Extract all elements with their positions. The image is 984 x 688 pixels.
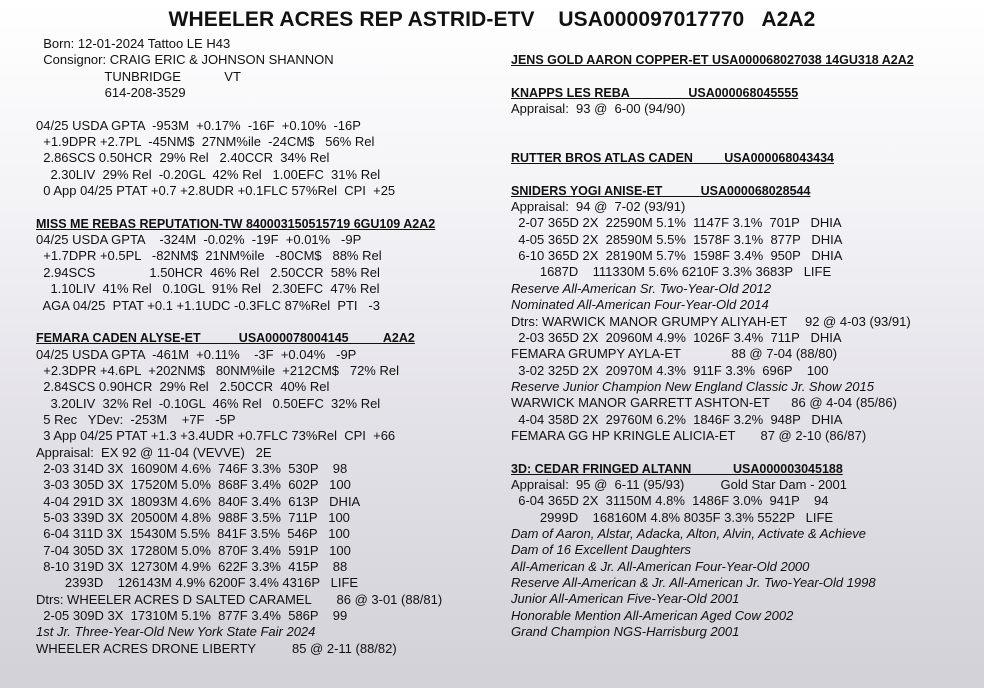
right-spacer xyxy=(511,68,971,84)
left-line: 3-03 305D 3X 17520M 5.0% 868F 3.4% 602P 100 xyxy=(36,477,351,493)
left-line: 04/25 USDA GPTA -953M +0.17% -16F +0.10% -16P xyxy=(36,117,361,133)
right-spacer xyxy=(511,134,971,150)
left-line: 614-208-3529 xyxy=(36,85,186,101)
right-line: 1687D 111330M 5.6% 6210F 3.3% 3683P LIFE xyxy=(511,264,832,280)
right-honor-line: Grand Champion NGS-Harrisburg 2001 xyxy=(511,624,740,640)
left-line: 7-04 305D 3X 17280M 5.0% 870F 3.4% 591P 100 xyxy=(36,542,351,558)
right-column xyxy=(511,52,971,640)
right-line: 2-03 365D 2X 20960M 4.9% 1026F 3.4% 711P DHIA xyxy=(511,329,842,345)
left-line: Dtrs: WHEELER ACRES D SALTED CARAMEL 86 @ 3-01 (88/81) xyxy=(36,591,443,607)
right-pedigree-heading: 3D: CEDAR FRINGED ALTANN USA000003045188 xyxy=(511,461,843,476)
left-line: 0 App 04/25 PTAT +0.7 +2.8UDR +0.1FLC 57%Rel CPI +25 xyxy=(36,183,396,199)
right-line: Appraisal: 93 @ 6-00 (94/90) xyxy=(511,101,686,117)
left-line: 04/25 USDA GPTA -461M +0.11% -3F +0.04% -9P xyxy=(36,346,357,362)
left-line: 1.10LIV 41% Rel 0.10GL 91% Rel 2.30EFC 47% Rel xyxy=(36,281,380,297)
left-column xyxy=(36,36,501,657)
right-spacer xyxy=(511,166,971,182)
left-line: 2.94SCS 1.50HCR 46% Rel 2.50CCR 58% Rel xyxy=(36,264,380,280)
left-line: +1.7DPR +0.5PL -82NM$ 21NM%ile -80CM$ 88% Rel xyxy=(36,248,382,264)
right-line: 4-04 358D 2X 29760M 6.2% 1846F 3.2% 948P DHIA xyxy=(511,411,843,427)
left-line: Consignor: CRAIG ERIC & JOHNSON SHANNON xyxy=(36,52,334,68)
left-line: AGA 04/25 PTAT +0.1 +1.1UDC -0.3FLC 87%Rel PTI -3 xyxy=(36,297,380,313)
right-line: FEMARA GRUMPY AYLA-ET 88 @ 7-04 (88/80) xyxy=(511,346,838,362)
right-line: 2-07 365D 2X 22590M 5.1% 1147F 3.1% 701P DHIA xyxy=(511,215,842,231)
right-honor-line: All-American & Jr. All-American Four-Year-Old 2000 xyxy=(511,558,810,574)
right-pedigree-heading: SNIDERS YOGI ANISE-ET USA000068028544 xyxy=(511,183,811,198)
right-line: WARWICK MANOR GARRETT ASHTON-ET 86 @ 4-04 (85/86) xyxy=(511,395,897,411)
right-honor-line: Reserve All-American Sr. Two-Year-Old 2012 xyxy=(511,280,772,296)
left-line: 2.86SCS 0.50HCR 29% Rel 2.40CCR 34% Rel xyxy=(36,150,330,166)
right-line: 6-04 365D 2X 31150M 4.8% 1486F 3.0% 941P 94 xyxy=(511,493,829,509)
left-line: 2.84SCS 0.90HCR 29% Rel 2.50CCR 40% Rel xyxy=(36,379,330,395)
left-line: +2.3DPR +4.6PL +202NM$ 80NM%ile +212CM$ 72% Rel xyxy=(36,362,399,378)
left-line: WHEELER ACRES DRONE LIBERTY 85 @ 2-11 (88/82) xyxy=(36,640,397,656)
left-line: 2393D 126143M 4.9% 6200F 3.4% 4316P LIFE xyxy=(36,575,359,591)
left-line: 5 Rec YDev: -253M +7F -5P xyxy=(36,411,236,427)
right-honor-line: Dam of Aaron, Alstar, Adacka, Alton, Alvin, Activate & Achieve xyxy=(511,525,867,541)
right-spacer xyxy=(511,117,971,133)
right-pedigree-heading: KNAPPS LES REBA USA000068045555 xyxy=(511,85,799,100)
right-line: 6-10 365D 2X 28190M 5.7% 1598F 3.4% 950P DHIA xyxy=(511,248,843,264)
left-line: 3.20LIV 32% Rel -0.10GL 46% Rel 0.50EFC 32% Rel xyxy=(36,395,381,411)
left-line: 3 App 04/25 PTAT +1.3 +3.4UDR +0.7FLC 73%Rel CPI +66 xyxy=(36,428,396,444)
right-honor-line: Junior All-American Five-Year-Old 2001 xyxy=(511,591,740,607)
right-spacer xyxy=(511,444,971,460)
right-line: 4-05 365D 2X 28590M 5.5% 1578F 3.1% 877P DHIA xyxy=(511,231,843,247)
right-honor-line: Honorable Mention All-American Aged Cow 2002 xyxy=(511,607,794,623)
left-pedigree-heading: FEMARA CADEN ALYSE-ET USA000078004145 A2A2 xyxy=(36,331,415,346)
left-line: 04/25 USDA GPTA -324M -0.02% -19F +0.01% -9P xyxy=(36,232,362,248)
left-line: Born: 12-01-2024 Tattoo LE H43 xyxy=(36,36,231,51)
right-pedigree-heading: RUTTER BROS ATLAS CADEN USA000068043434 xyxy=(511,151,835,166)
right-line: Appraisal: 95 @ 6-11 (95/93) Gold Star Dam - 2001 xyxy=(511,476,847,492)
left-line: 6-04 311D 3X 15430M 5.5% 841F 3.5% 546P 100 xyxy=(36,526,350,542)
right-pedigree-heading: JENS GOLD AARON COPPER-ET USA000068027038 14GU318 A2A2 xyxy=(511,53,914,67)
left-line: 5-03 339D 3X 20500M 4.8% 988F 3.5% 711P 100 xyxy=(36,509,350,525)
right-line: 2999D 168160M 4.8% 8035F 3.3% 5522P LIFE xyxy=(511,509,834,525)
page-title: WHEELER ACRES REP ASTRID-ETV USA000097017770 A2A2 xyxy=(168,8,816,31)
left-line: 4-04 291D 3X 18093M 4.6% 840F 3.4% 613P DHIA xyxy=(36,493,361,509)
left-pedigree-heading: MISS ME REBAS REPUTATION-TW 840003150515719 6GU109 A2A2 xyxy=(36,216,436,231)
left-line: +1.9DPR +2.7PL -45NM$ 27NM%ile -24CM$ 56% Rel xyxy=(36,134,375,150)
left-line: Appraisal: EX 92 @ 11-04 (VEVVE) 2E xyxy=(36,444,272,460)
left-line: 2.30LIV 29% Rel -0.20GL 42% Rel 1.00EFC 31% Rel xyxy=(36,166,381,182)
right-honor-line: Dam of 16 Excellent Daughters xyxy=(511,542,691,558)
right-honor-line: Reserve All-American & Jr. All-American Jr. Two-Year-Old 1998 xyxy=(511,575,876,590)
left-line: 2-03 314D 3X 16090M 4.6% 746F 3.3% 530P 98 xyxy=(36,460,348,476)
right-honor-line: Nominated All-American Four-Year-Old 2014 xyxy=(511,297,769,313)
right-line: Dtrs: WARWICK MANOR GRUMPY ALIYAH-ET 92 @ 4-03 (93/91) xyxy=(511,313,911,329)
right-line: 3-02 325D 2X 20970M 4.3% 911F 3.3% 696P 100 xyxy=(511,362,829,378)
left-line: 2-05 309D 3X 17310M 5.1% 877F 3.4% 586P 99 xyxy=(36,608,348,624)
right-honor-line: Reserve Junior Champion New England Classic Jr. Show 2015 xyxy=(511,378,874,394)
left-spacer xyxy=(36,199,501,215)
left-spacer xyxy=(36,101,501,117)
left-line: TUNBRIDGE VT xyxy=(36,68,241,84)
left-honor-line: 1st Jr. Three-Year-Old New York State Fair 2024 xyxy=(36,624,316,640)
right-line: Appraisal: 94 @ 7-02 (93/91) xyxy=(511,199,686,215)
right-line: FEMARA GG HP KRINGLE ALICIA-ET 87 @ 2-10 (86/87) xyxy=(511,427,867,443)
left-spacer xyxy=(36,314,501,330)
left-line: 8-10 319D 3X 12730M 4.9% 622F 3.3% 415P 88 xyxy=(36,559,348,574)
